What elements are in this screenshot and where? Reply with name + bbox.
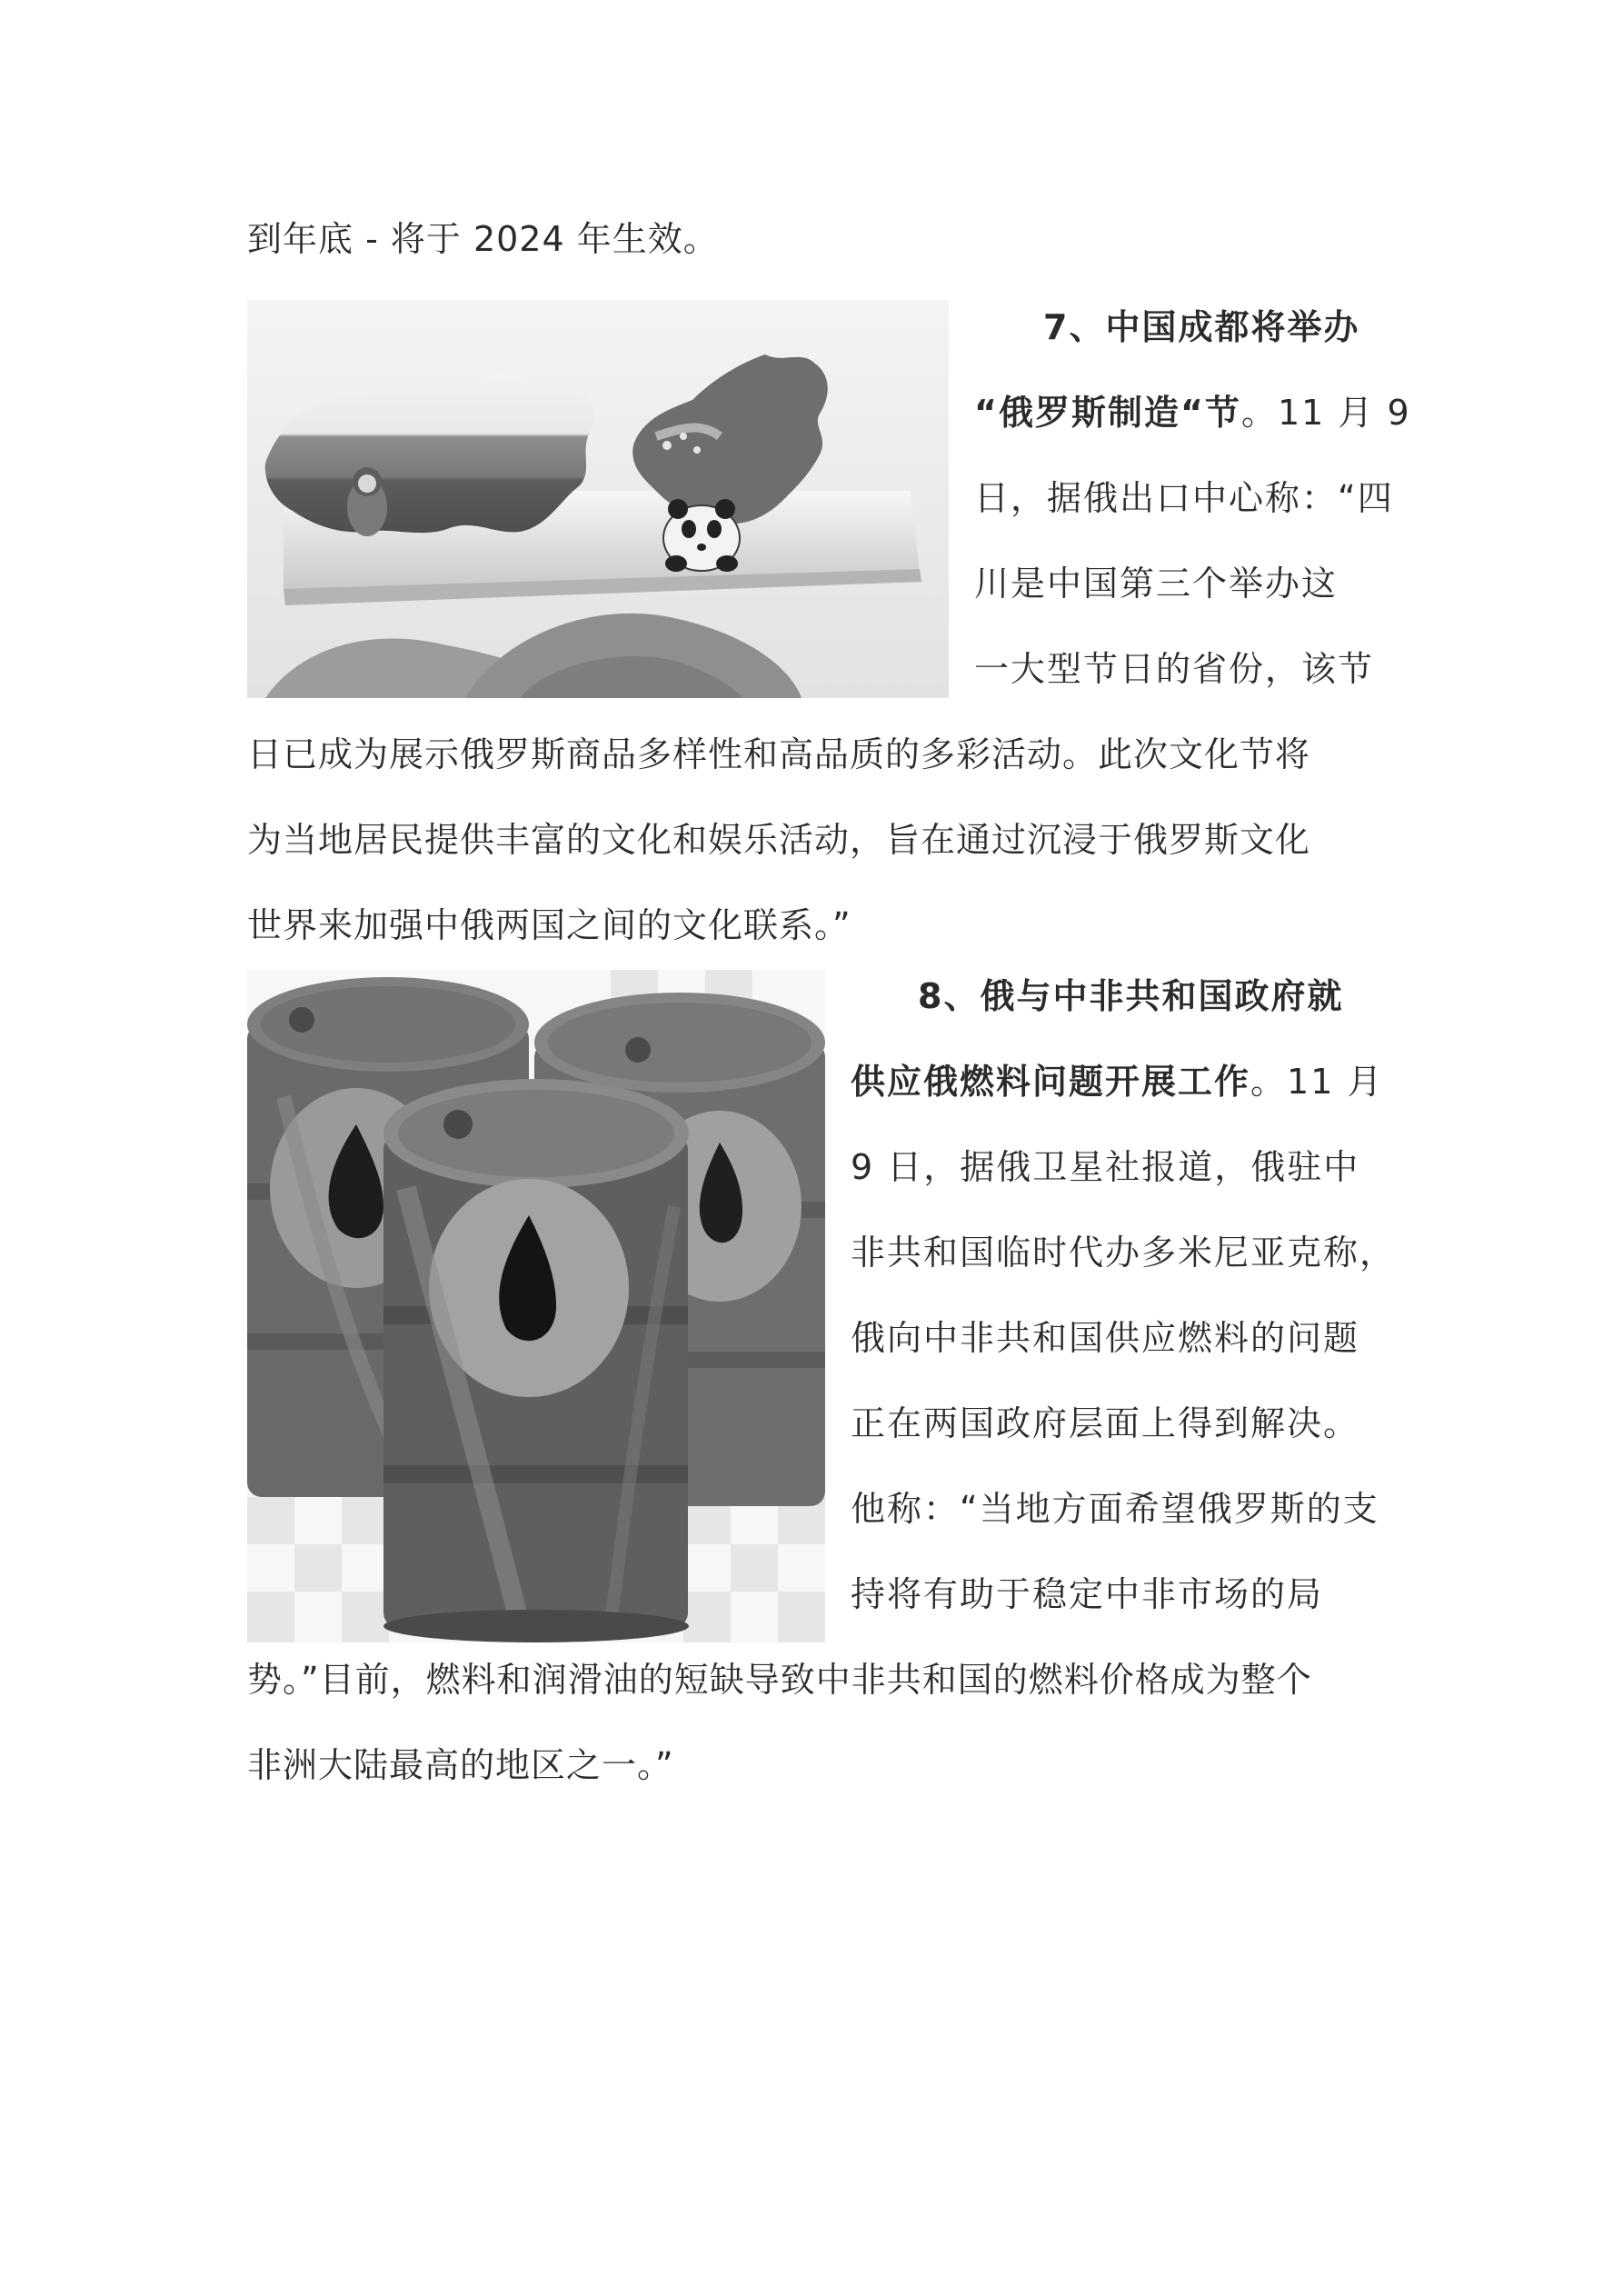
section7-body-full-2: 世界来加强中俄两国之间的文化联系。”: [247, 905, 851, 945]
section7-heading-line1: 7、中国成都将举办: [1043, 307, 1360, 347]
russia-china-map-image: [247, 300, 949, 698]
section8-body-wrapped-0: 9 日，据俄卫星社报道，俄驻中: [851, 1147, 1360, 1187]
section8-heading-bold: 供应俄燃料问题开展工作: [851, 1062, 1251, 1102]
map-illustration: [247, 300, 949, 698]
section7-heading-rest: 。11 月 9: [1240, 393, 1411, 433]
section8-heading-line1: 8、俄与中非共和国政府就: [918, 976, 1344, 1016]
section7-heading-line2: [974, 389, 1411, 436]
section8-body-full-1: 非洲大陆最高的地区之一。”: [247, 1745, 674, 1785]
section8-body-wrapped-3: 正在两国政府层面上得到解决。: [851, 1403, 1360, 1443]
section7-body-wrapped-0: 日，据俄出口中心称：“四: [974, 478, 1394, 518]
section7-body-full-1: 为当地居民提供丰富的文化和娱乐活动，旨在通过沉浸于俄罗斯文化: [247, 820, 1311, 860]
section8-heading-line2: [851, 1058, 1383, 1105]
intro-line: 到年底 - 将于 2024 年生效。: [247, 219, 719, 259]
oil-barrels-image: [247, 970, 825, 1642]
section7-heading-bold: “俄罗斯制造“节: [974, 393, 1241, 433]
section7-body-wrapped-2: 一大型节日的省份，该节: [974, 649, 1375, 689]
section8-body-full-0: 势。”目前，燃料和润滑油的短缺导致中非共和国的燃料价格成为整个: [247, 1660, 1312, 1700]
section7-body-wrapped-1: 川是中国第三个举办这: [974, 564, 1339, 604]
section8-body-wrapped-5: 持将有助于稳定中非市场的局: [851, 1574, 1324, 1614]
section8-heading-rest: 。11 月: [1250, 1062, 1384, 1102]
barrels-illustration: [247, 970, 825, 1642]
section8-body-wrapped-4: 他称：“当地方面希望俄罗斯的支: [851, 1489, 1379, 1529]
section7-body-full-0: 日已成为展示俄罗斯商品多样性和高品质的多彩活动。此次文化节将: [247, 734, 1311, 774]
section8-body-wrapped-2: 俄向中非共和国供应燃料的问题: [851, 1318, 1360, 1358]
section8-body-wrapped-1: 非共和国临时代办多米尼亚克称，: [851, 1233, 1397, 1273]
